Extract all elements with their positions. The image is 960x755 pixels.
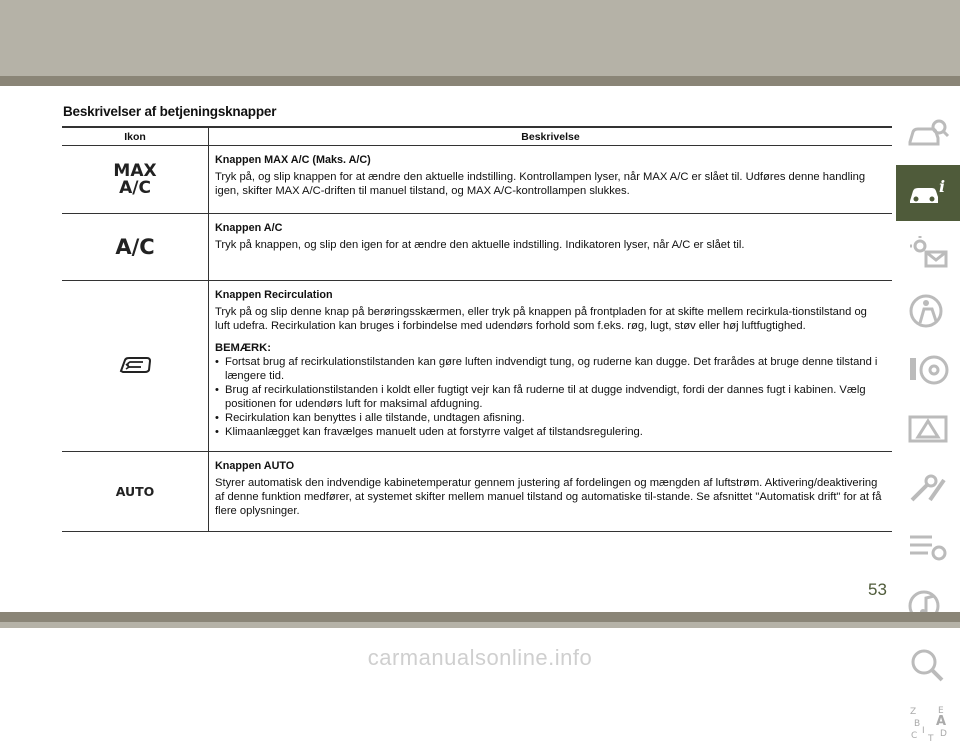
button-descriptions-table: [62, 126, 892, 532]
list-item: • Fortsat brug af recirkulationstilstanden kan gøre luften indvendigt tung, og ruderne kan dugge. Det frarådes at bruge denne tilstand i længere tid.: [215, 355, 884, 383]
alphabet-letter: I: [922, 726, 925, 736]
tab-steering-wheel[interactable]: [896, 342, 960, 398]
road-hazard-icon: [906, 411, 950, 447]
alphabet-letter: T: [928, 734, 934, 744]
bottom-decorative-band: [0, 622, 960, 628]
auto-icon-cell: [62, 452, 209, 532]
tab-warning-lights[interactable]: [896, 224, 960, 280]
section-title: Beskrivelser af betjeningsknapper: [63, 104, 277, 119]
table-row: [62, 452, 892, 532]
auto-icon: AUTO: [115, 484, 155, 499]
warning-lights-icon: [906, 234, 950, 270]
ac-title: Knappen A/C: [215, 222, 283, 234]
note-list: [215, 355, 884, 439]
auto-text: Styrer automatisk den indvendige kabinetemperatur gennem justering af fordelingen og mængden af luftstrøm. Aktivering/deaktivering af denne funktion medfører, at systemet skifter mellem manuel tilstand og automatiske til-stande. Se afsnittet "Automatisk drift" for at få flere oplysninger.: [215, 477, 882, 517]
recirculation-title: Knappen Recirculation: [215, 289, 333, 301]
alphabet-letter: A: [936, 714, 947, 729]
tab-car-search[interactable]: [896, 106, 960, 162]
safety-icon: [906, 293, 950, 329]
steering-wheel-icon: [906, 352, 950, 388]
svg-text:i: i: [939, 177, 946, 196]
table-row: [62, 146, 892, 214]
auto-description-cell: [209, 452, 893, 532]
auto-title: Knappen AUTO: [215, 460, 295, 472]
alphabet-letter: E: [938, 706, 944, 716]
alphabet-letter: Z: [910, 707, 917, 717]
max-ac-text: Tryk på, og slip knappen for at ændre den aktuelle indstilling. Kontrollampen lyser, når MAX A/C er slået til. Udføres denne handling igen, skifter MAX A/C-driften til manuel tilstand, og MAX A/C-kontrollampen slukkes.: [215, 171, 866, 197]
max-ac-description-cell: [209, 146, 893, 214]
recirculation-icon: [117, 355, 153, 375]
table-row: [62, 281, 892, 452]
recirculation-description-cell: [209, 281, 893, 452]
tab-alphabet-index[interactable]: [896, 696, 960, 752]
list-item: • Recirkulation kan benyttes i alle tilstande, undtagen afisning.: [215, 411, 884, 425]
max-ac-icon-line-ac: A/C: [119, 177, 151, 198]
list-item: • Brug af recirkulationstilstanden i koldt eller fugtigt vejr kan få ruderne til at dugge indvendigt, fordi der dannes fugt i kabinen. Vælg positionen for udendørs luft for maksimal afdugning.: [215, 383, 884, 411]
specifications-icon: [906, 529, 950, 565]
car-search-icon: [906, 116, 950, 152]
ac-icon: A/C: [115, 235, 155, 259]
ac-icon-cell: [62, 214, 209, 281]
tab-specifications[interactable]: [896, 519, 960, 575]
alphabet-index-icon: [906, 704, 950, 744]
top-decorative-band: [0, 0, 960, 76]
max-ac-icon: [62, 160, 208, 198]
service-tools-icon: [906, 470, 950, 506]
table-header-row: [62, 127, 892, 146]
recirculation-icon-cell: [62, 281, 209, 452]
tab-car-info[interactable]: [896, 165, 960, 221]
alphabet-letter: C: [911, 731, 918, 741]
top-decorative-stripe: [0, 76, 960, 86]
column-header-description: Beskrivelse: [209, 127, 893, 146]
ac-text: Tryk på knappen, og slip den igen for at ændre den aktuelle indstilling. Indikatoren lyser, når A/C er slået til.: [215, 239, 745, 251]
ac-description-cell: [209, 214, 893, 281]
column-header-icon: Ikon: [62, 127, 209, 146]
page-number: 53: [868, 580, 887, 599]
list-item: • Klimaanlægget kan fravælges manuelt uden at forstyrre valget af tilstandsregulering.: [215, 425, 884, 439]
max-ac-icon-cell: [62, 146, 209, 214]
note-title: BEMÆRK:: [215, 342, 271, 354]
watermark: carmanualsonline.info: [367, 645, 593, 670]
tab-service-tools[interactable]: [896, 460, 960, 516]
bottom-decorative-stripe: [0, 612, 960, 622]
alphabet-letter: D: [940, 729, 947, 739]
car-info-icon: [906, 175, 950, 211]
tab-road-hazard[interactable]: [896, 401, 960, 457]
tab-safety[interactable]: [896, 283, 960, 339]
recirculation-text: Tryk på og slip denne knap på berøringsskærmen, eller tryk på knappen på frontpladen for at skifte mellem recirkula-tionstilstand og luft udefra. Recirkulation kan bruges i forbindelse med udendørs forhold som f.eks. røg, lugt, støv eller høj luftfugtighed.: [215, 306, 867, 332]
max-ac-icon-line-max: MAX: [113, 160, 157, 181]
alphabet-letter: B: [914, 719, 921, 729]
max-ac-title: Knappen MAX A/C (Maks. A/C): [215, 154, 371, 166]
table-row: [62, 214, 892, 281]
